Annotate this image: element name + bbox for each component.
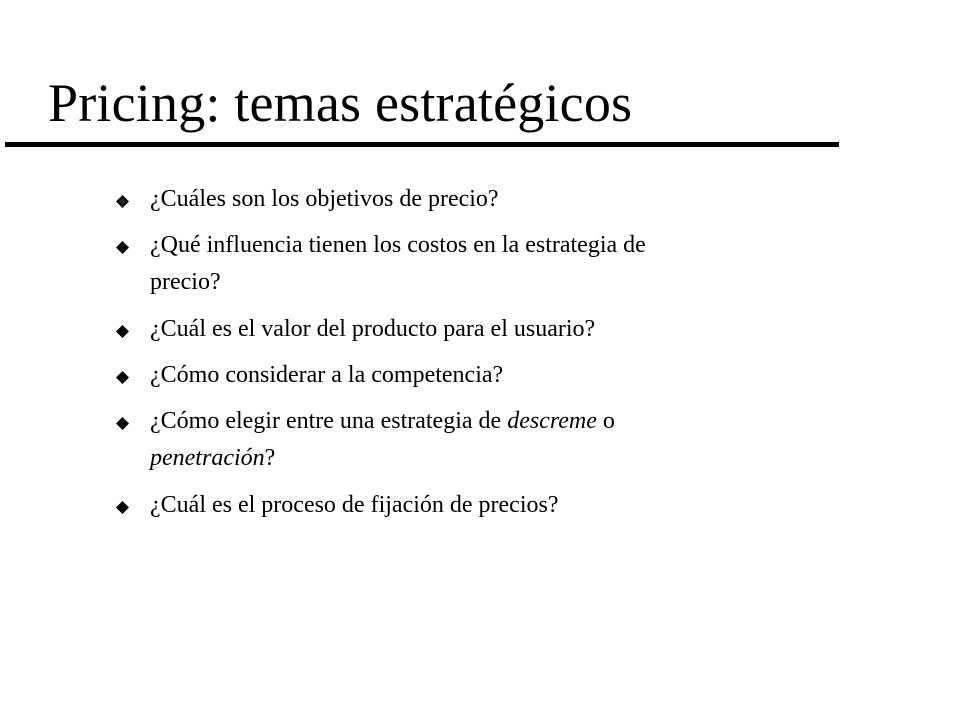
bullet-text-emphasis: penetración bbox=[150, 445, 265, 471]
title-underline bbox=[5, 142, 839, 147]
bullet-item bbox=[114, 181, 834, 218]
bullet-text-line: precio? bbox=[150, 269, 221, 295]
slide-title: Pricing: temas estratégicos bbox=[48, 73, 633, 133]
bullet-item bbox=[114, 311, 834, 348]
bullet-text-line: ¿Qué influencia tienen los costos en la estrategia de bbox=[150, 232, 646, 258]
bullet-text-segment: o bbox=[596, 408, 615, 434]
bullet-item bbox=[114, 227, 834, 301]
bullet-item bbox=[114, 403, 834, 477]
bullet-text bbox=[150, 408, 615, 471]
bullet-text: ¿Cómo considerar a la competencia? bbox=[150, 362, 504, 388]
diamond-bullet-icon bbox=[116, 241, 129, 254]
bullet-text-emphasis: descreme bbox=[507, 408, 597, 434]
bullet-text-segment: ? bbox=[264, 445, 276, 471]
bullet-text bbox=[150, 232, 646, 295]
bullet-text-segment: ¿Cómo elegir entre una estrategia de bbox=[150, 408, 508, 434]
diamond-bullet-icon bbox=[116, 417, 129, 430]
bullet-text: ¿Cuáles son los objetivos de precio? bbox=[150, 186, 499, 212]
diamond-bullet-icon bbox=[116, 195, 129, 208]
bullet-item bbox=[114, 357, 834, 394]
diamond-bullet-icon bbox=[116, 371, 129, 384]
bullet-list bbox=[114, 181, 834, 533]
diamond-bullet-icon bbox=[116, 325, 129, 338]
bullet-text: ¿Cuál es el valor del producto para el usuario? bbox=[150, 316, 596, 342]
bullet-item bbox=[114, 487, 834, 524]
diamond-bullet-icon bbox=[116, 501, 129, 514]
bullet-text: ¿Cuál es el proceso de fijación de precios? bbox=[150, 492, 559, 518]
